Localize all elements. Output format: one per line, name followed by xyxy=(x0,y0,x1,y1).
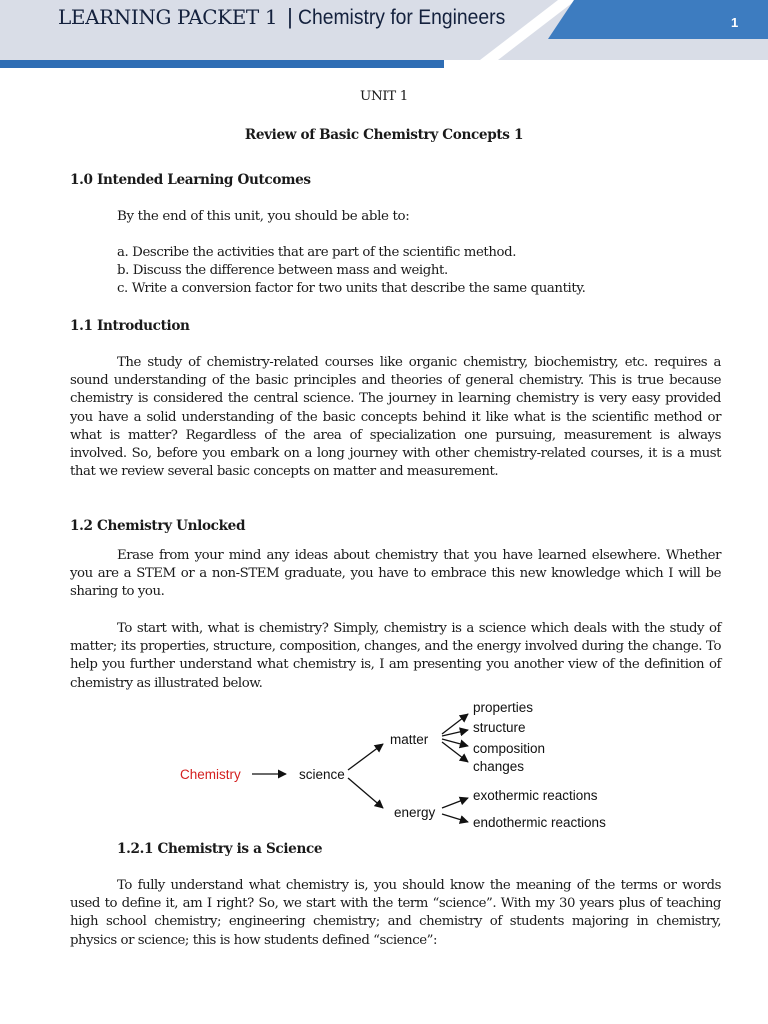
unlocked-heading: 1.2 Chemistry Unlocked xyxy=(70,518,246,534)
arrow-to-endothermic xyxy=(442,814,468,822)
diagram-science: science xyxy=(299,767,345,782)
diagram-endothermic: endothermic reactions xyxy=(473,815,606,830)
list-item: a. Describe the activities that are part of the scientific method. xyxy=(117,245,517,260)
header-title xyxy=(58,4,523,36)
outcomes-intro: By the end of this unit, you should be able to: xyxy=(117,209,410,224)
unit-label: UNIT 1 xyxy=(360,89,408,104)
diagram-exothermic: exothermic reactions xyxy=(473,788,598,803)
unlocked-paragraph-1: Erase from your mind any ideas about chemistry that you have learned elsewhere. Whether you are a STEM or a non-STEM graduate, you have to embrace this new knowledge which I will be sharing to you. xyxy=(70,548,721,600)
arrow-to-matter xyxy=(348,744,383,770)
list-item: c. Write a conversion factor for two units that describe the same quantity. xyxy=(117,281,586,297)
outcomes-list xyxy=(117,244,585,299)
arrow-to-energy xyxy=(348,778,383,808)
unit-title: Review of Basic Chemistry Concepts 1 xyxy=(244,127,524,143)
introduction-heading: 1.1 Introduction xyxy=(70,318,190,334)
diagram-structure: structure xyxy=(473,720,526,735)
header-separator: | xyxy=(287,4,293,29)
diagram-properties: properties xyxy=(473,700,534,715)
diagram-matter: matter xyxy=(390,732,429,747)
page-number: 1 xyxy=(731,15,739,30)
science-paragraph: To fully understand what chemistry is, you should know the meaning of the terms or words used to define it, am I right? So, we start with the term “science”. With my 30 years plus of teaching high school chemistry; engineering chemistry; and chemistry of students majoring in chemistry, physics or science; this is how students defined “science”: xyxy=(70,878,721,948)
diagram-energy: energy xyxy=(394,805,436,820)
arrow-to-exothermic xyxy=(442,798,468,808)
introduction-paragraph: The study of chemistry-related courses like organic chemistry, biochemistry, etc. requires a sound understanding of the basic principles and theories of general chemistry. This is true because chemistry is considered the central science. The journey in learning chemistry is very easy provided you have a solid understanding of the basic concepts behind it like what is the scientific method or what is matter? Regardless of the area of specialization one pursuing, measurement is always involved. So, before you embark on a long journey with other chemistry-related courses, it is a must that we review several basic concepts on matter and measurement. xyxy=(70,355,721,480)
unlocked-paragraph-2: To start with, what is chemistry? Simply, chemistry is a science which deals with the study of matter; its properties, structure, composition, changes, and the energy involved during the change. To help you further understand what chemistry is, I am presenting you another view of the definition of chemistry as illustrated below. xyxy=(70,621,721,691)
diagram-composition: composition xyxy=(473,741,546,756)
diagram-changes: changes xyxy=(473,759,525,774)
science-heading: 1.2.1 Chemistry is a Science xyxy=(117,841,323,857)
packet-title: LEARNING PACKET 1 xyxy=(58,5,278,29)
chemistry-definition-diagram xyxy=(170,696,620,836)
diagram-root-chemistry: Chemistry xyxy=(180,767,241,782)
header-underline xyxy=(0,60,444,68)
list-item: b. Discuss the difference between mass and weight. xyxy=(117,263,448,279)
course-title: Chemistry for Engineers xyxy=(297,6,506,29)
outcomes-heading: 1.0 Intended Learning Outcomes xyxy=(70,172,311,188)
